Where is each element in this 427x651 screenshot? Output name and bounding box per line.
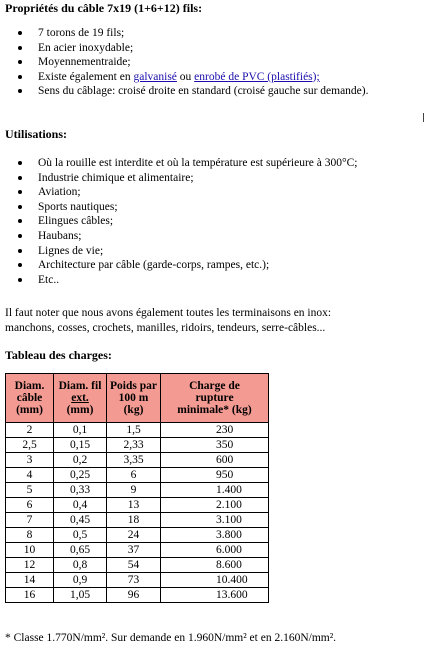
pvc-coated-link[interactable]: enrobé de PVC (plastifiés); <box>194 70 320 83</box>
table-row: 7 0,45 18 3.100 <box>6 513 269 528</box>
table-row: 6 0,4 13 2.100 <box>6 498 269 513</box>
table-row: 4 0,25 6 950 <box>6 468 269 483</box>
bullet-icon <box>18 75 22 79</box>
bullet-icon <box>18 205 22 209</box>
bullet-icon <box>18 190 22 194</box>
load-table-heading: Tableau des charges: <box>5 348 112 362</box>
bullet-icon <box>18 89 22 93</box>
list-item: En acier inoxydable; <box>18 41 423 56</box>
galvanise-link[interactable]: galvanisé <box>133 70 177 83</box>
properties-heading: Propriétés du câble 7x19 (1+6+12) fils: <box>5 1 203 15</box>
bullet-icon <box>18 31 22 35</box>
header-breaking-load: Charge de rupture minimale* (kg) <box>161 374 269 423</box>
bullet-icon <box>18 219 22 223</box>
bullet-icon <box>18 234 22 238</box>
table-row: 2 0,1 1,5 230 <box>6 423 269 438</box>
list-item: Moyennementraide; <box>18 55 423 70</box>
terminations-note <box>5 306 423 336</box>
table-row: 8 0,5 24 3.800 <box>6 528 269 543</box>
list-item: Elingues câbles; <box>18 214 423 229</box>
header-weight: Poids par 100 m (kg) <box>107 374 161 423</box>
uses-list <box>18 156 423 287</box>
list-item: Lignes de vie; <box>18 244 423 259</box>
bullet-icon <box>18 263 22 267</box>
table-row: 5 0,33 9 1.400 <box>6 483 269 498</box>
header-diameter-cable: Diam. câble (mm) <box>6 374 54 423</box>
bullet-icon <box>18 249 22 253</box>
table-row: 16 1,05 96 13.600 <box>6 588 269 603</box>
table-row: 3 0,2 3,35 600 <box>6 453 269 468</box>
bullet-icon <box>18 278 22 282</box>
table-header-row <box>6 374 269 423</box>
list-item: Haubans; <box>18 229 423 244</box>
list-item: Architecture par câble (garde-corps, rampes, etc.); <box>18 258 423 273</box>
list-item: Etc.. <box>18 273 423 288</box>
table-row: 10 0,65 37 6.000 <box>6 543 269 558</box>
bullet-icon <box>18 46 22 50</box>
list-item: Existe également en galvanisé ou enrobé de PVC (plastifiés); <box>18 70 423 85</box>
table-row: 14 0,9 73 10.400 <box>6 573 269 588</box>
list-item: Aviation; <box>18 185 423 200</box>
list-item: Sports nautiques; <box>18 200 423 215</box>
note-line: manchons, cosses, crochets, manilles, ridoirs, tendeurs, serre-câbles... <box>5 322 326 334</box>
header-wire-diameter: Diam. fil ext. (mm) <box>54 374 107 423</box>
bullet-icon <box>18 60 22 64</box>
properties-list <box>18 26 423 99</box>
bullet-icon <box>18 176 22 180</box>
footnote: * Classe 1.770N/mm². Sur demande en 1.960N/mm² et en 2.160N/mm². <box>5 632 337 644</box>
table-row: 12 0,8 54 8.600 <box>6 558 269 573</box>
list-item: Sens du câblage: croisé droite en standard (croisé gauche sur demande). <box>18 84 423 99</box>
table-row: 2,5 0,15 2,33 350 <box>6 438 269 453</box>
list-item: Où la rouille est interdite et où la température est supérieure à 300°C; <box>18 156 423 171</box>
list-item: Industrie chimique et alimentaire; <box>18 171 423 186</box>
load-table <box>5 373 269 603</box>
list-item: 7 torons de 19 fils; <box>18 26 423 41</box>
bullet-icon <box>18 161 22 165</box>
uses-heading: Utilisations: <box>5 127 68 141</box>
note-line: Il faut noter que nous avons également toutes les terminaisons en inox: <box>5 307 332 319</box>
text-cursor-mark <box>423 113 424 122</box>
